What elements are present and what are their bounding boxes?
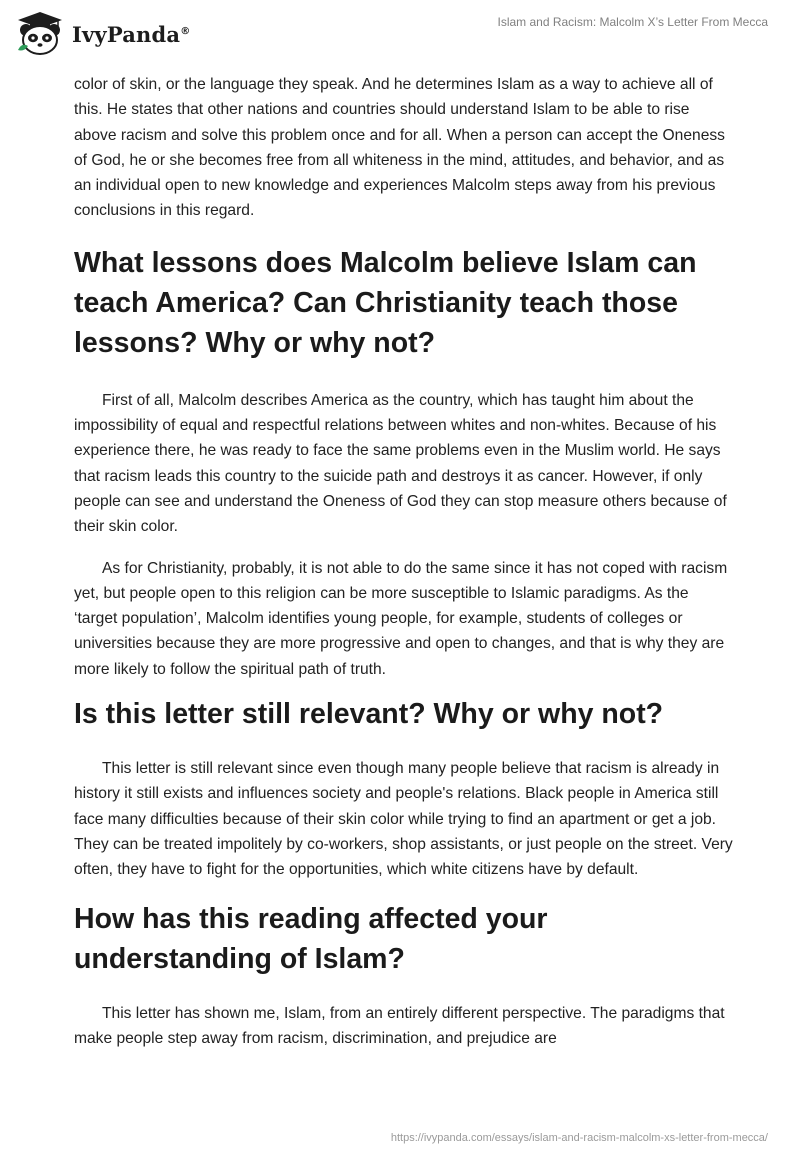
page-header [0, 0, 800, 70]
document-title: Islam and Racism: Malcolm X’s Letter From Mecca [497, 15, 768, 29]
heading-affected: How has this reading affected your understanding of Islam? [74, 902, 548, 975]
panda-logo-icon [14, 10, 66, 56]
ivypanda-logo[interactable] [14, 10, 190, 56]
source-url[interactable]: https://ivypanda.com/essays/islam-and-racism-malcolm-xs-letter-from-mecca/ [390, 1132, 768, 1144]
essay-content [74, 70, 734, 1051]
paragraph-lessons-2: As for Christianity, probably, it is not able to do the same since it has not coped with racism yet, but people open to this religion can be more susceptible to Islamic paradigms. As the ‘target population’, Malcolm identifies young people, for example, students of colleges or universities because they are more progressive and open to changes, and that is why they are more likely to follow the spiritual path of truth. [74, 559, 728, 678]
heading-relevant: Is this letter still relevant? Why or why not? [74, 698, 664, 731]
paragraph-lessons-1: First of all, Malcolm describes America as the country, which has taught him about the impossibility of equal and respectful relations between whites and non-whites. Because of his experience there, he was ready to face the same problems even in the Muslim world. He says that racism leads this country to the suicide path and destroys it as cancer. However, if only people can see and understand the Oneness of God they can stop measure others because of their skin color. [74, 391, 727, 536]
logo-wordmark: IvyPanda® [72, 21, 191, 47]
registered-mark: ® [180, 25, 191, 37]
paragraph-relevant: This letter is still relevant since even though many people believe that racism is already in history it still exists and influences society and people's relations. Black people in America still face many difficulties because of their skin color while trying to find an apartment or get a job. They can be treated impolitely by co-workers, shop assistants, or just people on the street. Very often, they have to fight for the opportunities, which white citizens have by default. [74, 760, 733, 879]
paragraph-intro: color of skin, or the language they speak. And he determines Islam as a way to achieve all of this. He states that other nations and countries should understand Islam to be able to rise above racism and solve this problem once and for all. When a person can accept the Oneness of God, he or she becomes free from all whiteness in the mind, attitudes, and behavior, and as an individual open to new knowledge and experiences Malcolm steps away from his previous conclusions in this regard. [74, 76, 725, 220]
paragraph-affected: This letter has shown me, Islam, from an entirely different perspective. The paradigms that make people step away from racism, discrimination, and prejudice are [74, 1004, 725, 1047]
heading-lessons: What lessons does Malcolm believe Islam can teach America? Can Christianity teach those lessons? Why or why not? [74, 246, 697, 359]
